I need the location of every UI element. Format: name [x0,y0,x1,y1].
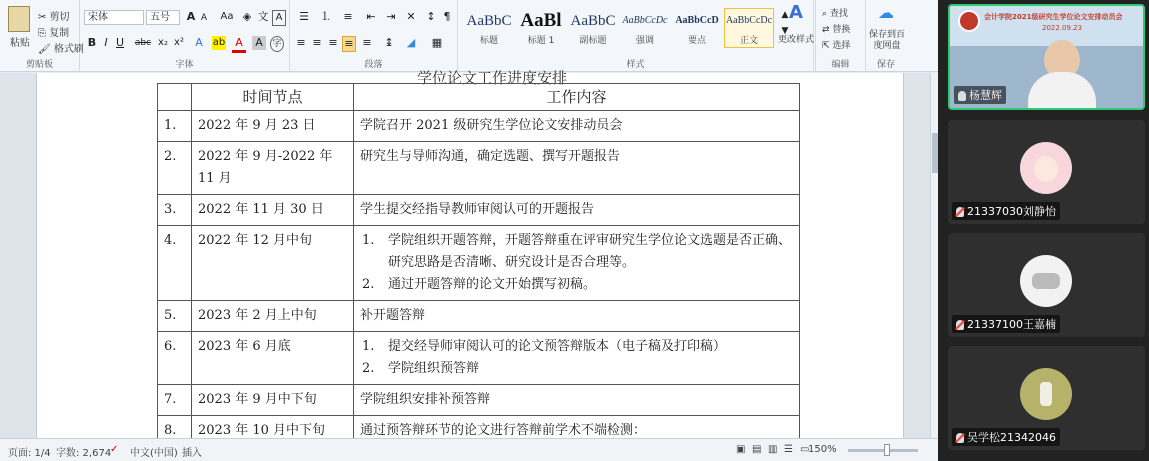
subscript-button[interactable]: x₂ [158,37,168,48]
chinese-layout-icon[interactable]: ✕ [406,10,416,23]
clipboard-group [0,0,84,72]
multilevel-list-icon[interactable]: ≡ [343,10,353,23]
word-count[interactable]: 字数: 2,674 [56,448,112,459]
list-number: 2. [362,361,375,376]
participant-name: 杨慧辉 [969,89,1002,102]
content-text: 学院召开 2021 级研究生学位论文安排动员会 [360,118,623,133]
participant-tile[interactable] [948,120,1145,224]
italic-button[interactable]: I [104,36,108,49]
row-number-cell: 3. [158,195,192,226]
font-size-select[interactable]: 五号 [146,10,180,25]
style-name: 标题 1 [527,36,555,46]
table-row[interactable] [158,332,800,385]
char-border-icon[interactable]: A [272,10,286,26]
participant-name-tag [952,315,1060,333]
style-name: 正文 [739,36,758,46]
list-number: 1. [362,233,375,248]
page-count[interactable]: 页面: 1/4 [8,448,51,459]
ribbon [0,0,938,72]
draft-icon[interactable]: ▭ [800,444,810,455]
mic-muted-icon [956,320,964,330]
time-cell: 2023 年 2 月上中旬 [192,301,354,332]
header-cell-number [158,84,192,111]
style-name: 副标题 [579,36,607,46]
participant-tile[interactable] [948,233,1145,337]
row-number-cell: 7. [158,385,192,416]
content-cell [354,385,800,416]
format-painter-button[interactable]: 🖌 格式刷 [38,44,84,55]
time-cell: 2023 年 6 月底 [192,332,354,385]
editing-group-label: 编辑 [831,60,850,70]
participant-tile-speaker[interactable] [948,4,1145,110]
styles-scroll-down-icon[interactable]: ▼ [781,26,789,36]
document-title: 学位论文工作进度安排 [417,69,568,87]
paragraph-group-label: 段落 [364,60,383,70]
styles-group-label: 样式 [626,60,645,70]
participant-name: 21337100王嘉楠 [967,318,1056,331]
style-preview: AaBbC [570,13,616,29]
avatar [1020,142,1072,194]
time-cell: 2023 年 9 月中下旬 [192,385,354,416]
style-heading1[interactable] [516,8,566,48]
clear-format-icon[interactable]: ◈ [242,10,252,23]
mic-muted-icon [956,433,964,443]
language-indicator[interactable]: 中文(中国) [130,448,178,459]
paragraph-group [290,0,458,72]
avatar-face [1034,156,1058,182]
underline-button[interactable]: U [115,36,125,49]
content-list-item [360,274,793,296]
content-text: 补开题答辩 [360,308,426,323]
align-right-icon[interactable]: ≡ [328,36,338,49]
content-cell [354,226,800,301]
list-number: 2. [362,277,375,292]
change-styles-icon[interactable]: A [789,2,803,23]
table-row[interactable] [158,301,800,332]
table-row[interactable] [158,111,800,142]
time-cell: 2022 年 11 月 30 日 [192,195,354,226]
find-button[interactable]: ⌕ 查找 [822,9,848,19]
time-cell: 2022 年 9 月-2022 年 11 月 [192,142,354,195]
table-row[interactable] [158,385,800,416]
paste-button[interactable]: 粘贴 [10,38,30,49]
zoom-level[interactable]: 150% [808,444,837,455]
school-logo-icon [958,10,980,32]
row-number-cell: 8. [158,416,192,447]
sort-icon[interactable]: ↕ [426,10,436,23]
style-preview: AaBbC [466,13,512,29]
change-case-button[interactable]: Aa [220,11,234,22]
list-text: 通过开题答辩的论文开始撰写初稿。 [388,277,597,292]
mic-icon [958,91,966,101]
content-list-item [360,358,793,380]
time-cell: 2022 年 12 月中旬 [192,226,354,301]
style-preview: AaBbCcD [675,15,719,26]
table-body [158,111,800,447]
zoom-slider-thumb[interactable] [884,444,890,456]
status-bar [0,438,938,461]
participant-name-tag [954,86,1006,104]
document-page[interactable] [36,69,904,438]
phonetic-guide-icon[interactable]: 文 [257,10,269,23]
find-label: 查找 [829,9,848,19]
show-marks-icon[interactable]: ¶ [443,10,451,23]
increase-indent-icon[interactable]: ⇥ [386,10,396,23]
shrink-font-button[interactable]: A [200,13,208,23]
participant-name-tag [952,202,1060,220]
clipboard-group-label: 剪贴板 [25,60,53,70]
list-text: 提交经导师审阅认可的论文预答辩版本（电子稿及打印稿） [388,339,727,354]
highlight-icon[interactable]: ab [212,37,226,48]
font-group-label: 字体 [175,60,194,70]
spellcheck-icon[interactable]: ✓ [110,444,119,455]
style-name: 要点 [687,36,706,46]
line-spacing-icon[interactable]: ↨ [384,36,394,49]
meeting-sidebar [938,0,1149,461]
content-list [360,230,793,296]
bullets-icon[interactable]: ☰ [299,10,309,23]
cut-button[interactable]: ✂ 剪切 [38,12,70,23]
text-effect-icon[interactable]: A [195,36,203,49]
style-subtitle[interactable] [568,8,618,48]
participant-name-tag [952,428,1060,446]
replace-label: 替换 [832,25,851,35]
copy-button[interactable]: ⎘ 复制 [38,28,70,39]
content-list-item [360,336,793,358]
list-text: 学院组织开题答辩，开题答辩重在评审研究生学位论文选题是否正确、研究思路是否清晰、研究设计是否合理等。 [388,233,792,270]
select-label: 选择 [832,41,851,51]
style-normal[interactable] [724,8,774,48]
row-number-cell: 1. [158,111,192,142]
content-cell [354,195,800,226]
style-preview: AaBl [520,10,562,31]
align-left-icon[interactable]: ≡ [296,36,306,49]
participant-name: 吴学松21342046 [967,431,1056,444]
style-emphasis[interactable] [620,8,670,48]
style-strong[interactable] [672,8,722,48]
content-text: 学院组织安排补预答辩 [360,392,491,407]
style-name: 强调 [635,36,654,46]
avatar [1020,255,1072,307]
format-painter-label: 格式刷 [53,44,84,55]
table-row[interactable] [158,226,800,301]
list-number: 1. [362,339,375,354]
shading-icon[interactable]: ◢ [406,36,416,49]
table-header-row [158,84,800,111]
font-name-select[interactable]: 宋体 [84,10,144,25]
font-group [80,0,290,72]
cut-label: 剪切 [49,12,70,23]
header-cell-time: 时间节点 [192,84,354,111]
content-list-item [360,230,793,274]
participant-tile[interactable] [948,346,1145,450]
content-text: 学生提交经指导教师审阅认可的开题报告 [360,202,595,217]
decrease-indent-icon[interactable]: ⇤ [366,10,376,23]
avatar-graphic [1032,273,1060,289]
content-text: 研究生与导师沟通，确定选题、撰写开题报告 [360,149,621,164]
avatar [1020,368,1072,420]
enclose-char-icon[interactable]: 字 [270,36,284,52]
save-to-baidu-button[interactable]: 保存到百度网盘 [868,30,905,51]
outline-icon[interactable]: ☰ [784,444,793,455]
style-name: 标题 [479,36,498,46]
table-row[interactable] [158,195,800,226]
superscript-button[interactable]: x² [174,37,184,48]
print-layout-icon[interactable]: ▣ [736,444,746,455]
save-group-label: 保存 [876,60,895,70]
avatar-figure [1040,382,1052,406]
char-shading-icon[interactable]: A [252,36,266,50]
content-list [360,336,793,380]
row-number-cell: 5. [158,301,192,332]
distribute-icon[interactable]: ≡ [362,36,372,49]
replace-button[interactable]: ⇄ 替换 [822,25,851,35]
save-group [866,0,906,72]
table-row[interactable] [158,142,800,195]
bold-button[interactable]: B [87,36,97,49]
mic-muted-icon [956,207,964,217]
time-cell: 2022 年 9 月 23 日 [192,111,354,142]
paste-icon[interactable] [8,6,30,32]
select-button[interactable]: ⇱ 选择 [822,41,851,51]
change-styles-button[interactable]: 更改样式 [778,35,815,45]
row-number-cell: 6. [158,332,192,385]
vertical-scrollbar[interactable] [930,73,938,438]
style-preview: AaBbCcDc [622,15,668,26]
editing-group [816,0,866,72]
time-cell: 2023 年 10 月中下旬 [192,416,354,447]
borders-icon[interactable]: ▦ [431,36,443,49]
justify-icon[interactable]: ≡ [342,36,356,52]
fullscreen-reading-icon[interactable]: ▤ [752,444,762,455]
schedule-table[interactable] [157,83,800,447]
change-styles-group [776,0,816,72]
style-preview: AaBbCcDc [725,15,773,26]
list-text: 学院组织预答辩 [388,361,480,376]
content-text: 通过预答辩环节的论文进行答辩前学术不端检测： [360,423,647,438]
banner-date: 2022.09.23 [1042,24,1083,32]
numbering-icon[interactable]: ⒈ [320,10,332,23]
web-layout-icon[interactable]: ▥ [768,444,778,455]
strikethrough-button[interactable]: abc [134,38,152,48]
document-area [0,69,930,438]
banner-title: 会计学院2021级研究生学位论文安排动员会 [984,13,1123,21]
align-center-icon[interactable]: ≡ [312,36,322,49]
participant-name: 21337030刘静怡 [967,205,1056,218]
styles-group [458,0,814,72]
zoom-slider[interactable] [848,449,918,452]
content-cell [354,142,800,195]
cloud-icon[interactable]: ☁ [878,3,894,22]
grow-font-button[interactable]: A [186,10,196,23]
insert-mode[interactable]: 插入 [182,448,202,459]
style-title[interactable] [464,8,514,48]
content-cell [354,111,800,142]
header-cell-content: 工作内容 [354,84,800,111]
content-cell [354,332,800,385]
copy-label: 复制 [49,28,70,39]
row-number-cell: 2. [158,142,192,195]
row-number-cell: 4. [158,226,192,301]
content-cell [354,301,800,332]
styles-scroll-up-icon[interactable]: ▲ [781,10,789,20]
font-color-icon[interactable]: A [232,36,246,53]
